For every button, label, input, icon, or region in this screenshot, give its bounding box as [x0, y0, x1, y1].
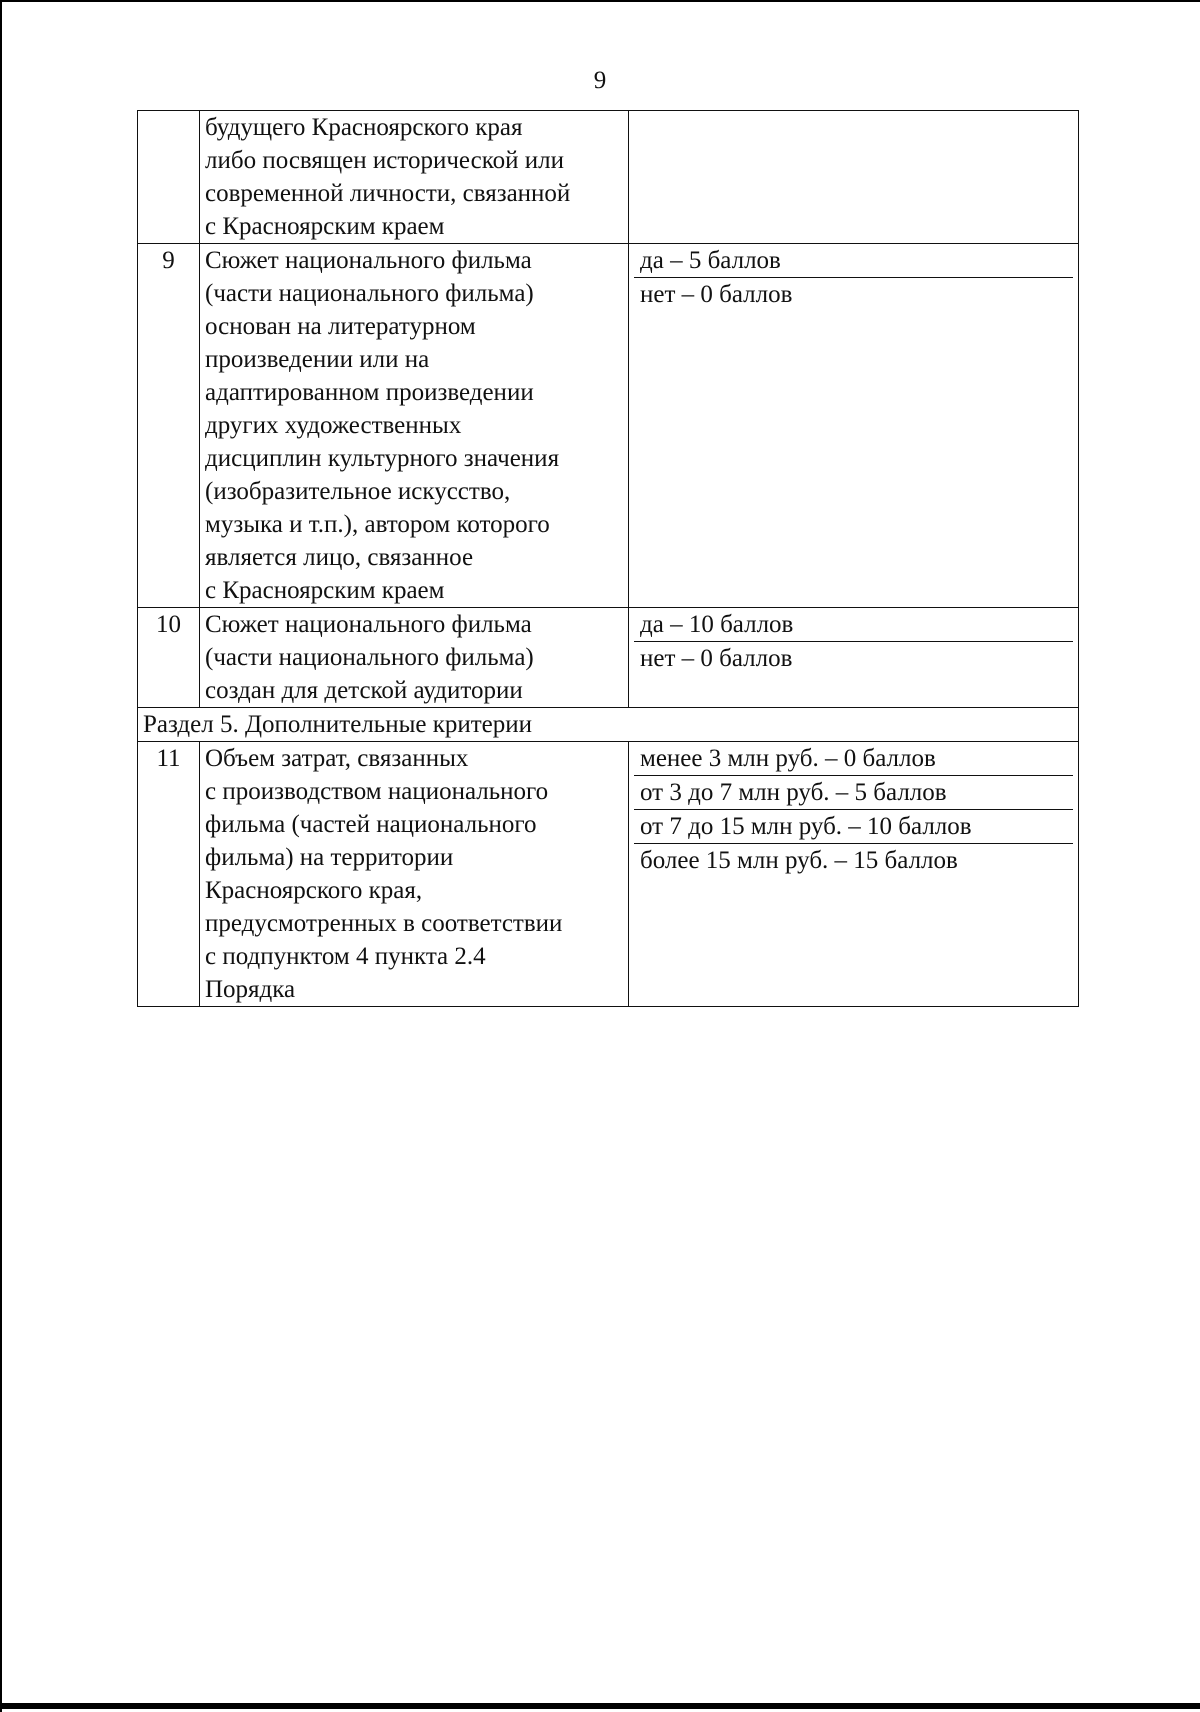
score-cell	[629, 111, 1079, 244]
score-option: от 3 до 7 млн руб. – 5 баллов	[634, 776, 1073, 810]
section-heading: Раздел 5. Дополнительные критерии	[138, 708, 1079, 742]
description-line: с подпунктом 4 пункта 2.4	[205, 943, 486, 970]
score-option: нет – 0 баллов	[640, 281, 793, 308]
description-line: является лицо, связанное	[205, 544, 474, 571]
score-option: да – 5 баллов	[634, 244, 1073, 278]
score-option: от 7 до 15 млн руб. – 10 баллов	[634, 810, 1073, 844]
description-line: Красноярского края,	[205, 877, 423, 904]
description-line: адаптированном произведении	[205, 379, 534, 406]
description-line: создан для детской аудитории	[205, 677, 523, 704]
description-line: (изобразительное искусство,	[205, 478, 511, 505]
score-option: нет – 0 баллов	[640, 645, 793, 672]
description-line: других художественных	[205, 412, 462, 439]
description-line: дисциплин культурного значения	[205, 445, 560, 472]
score-option: более 15 млн руб. – 15 баллов	[640, 847, 958, 874]
criterion-description	[200, 244, 629, 608]
row-number: 9	[138, 244, 200, 608]
description-line: Сюжет национального фильма	[205, 611, 532, 638]
description-line: с производством национального	[205, 778, 549, 805]
description-line: Сюжет национального фильма	[205, 247, 532, 274]
description-line: либо посвящен исторической или	[205, 147, 564, 174]
description-line: Порядка	[205, 976, 296, 1003]
description-line: Объем затрат, связанных	[205, 745, 469, 772]
description-line: будущего Красноярского края	[205, 114, 523, 141]
description-line: музыка и т.п.), автором которого	[205, 511, 550, 538]
table-row	[138, 742, 1079, 1007]
table-row	[138, 244, 1079, 608]
description-line: фильма (частей национального	[205, 811, 537, 838]
score-option: менее 3 млн руб. – 0 баллов	[634, 742, 1073, 776]
scan-edge-left	[0, 0, 2, 1712]
description-line: с Красноярским краем	[205, 213, 445, 240]
score-cell	[629, 742, 1079, 1007]
description-line: основан на литературном	[205, 313, 476, 340]
score-cell	[629, 608, 1079, 708]
scan-edge-bottom	[0, 1703, 1200, 1709]
description-line: с Красноярским краем	[205, 577, 445, 604]
criterion-description	[200, 742, 629, 1007]
scan-edge-top	[0, 0, 1200, 2]
table-row-continuation	[138, 111, 1079, 244]
score-option: да – 10 баллов	[634, 608, 1073, 642]
criterion-description	[200, 111, 629, 244]
description-line: фильма) на территории	[205, 844, 454, 871]
table-row	[138, 608, 1079, 708]
row-number: 11	[138, 742, 200, 1007]
description-line: предусмотренных в соответствии	[205, 910, 563, 937]
description-line: современной личности, связанной	[205, 180, 571, 207]
row-number	[138, 111, 200, 244]
description-line: произведении или на	[205, 346, 430, 373]
description-line: (части национального фильма)	[205, 644, 534, 671]
section-row	[138, 708, 1079, 742]
row-number: 10	[138, 608, 200, 708]
score-cell	[629, 244, 1079, 608]
page-number: 9	[593, 67, 607, 94]
description-line: (части национального фильма)	[205, 280, 534, 307]
criteria-table	[137, 110, 1079, 1007]
criterion-description	[200, 608, 629, 708]
